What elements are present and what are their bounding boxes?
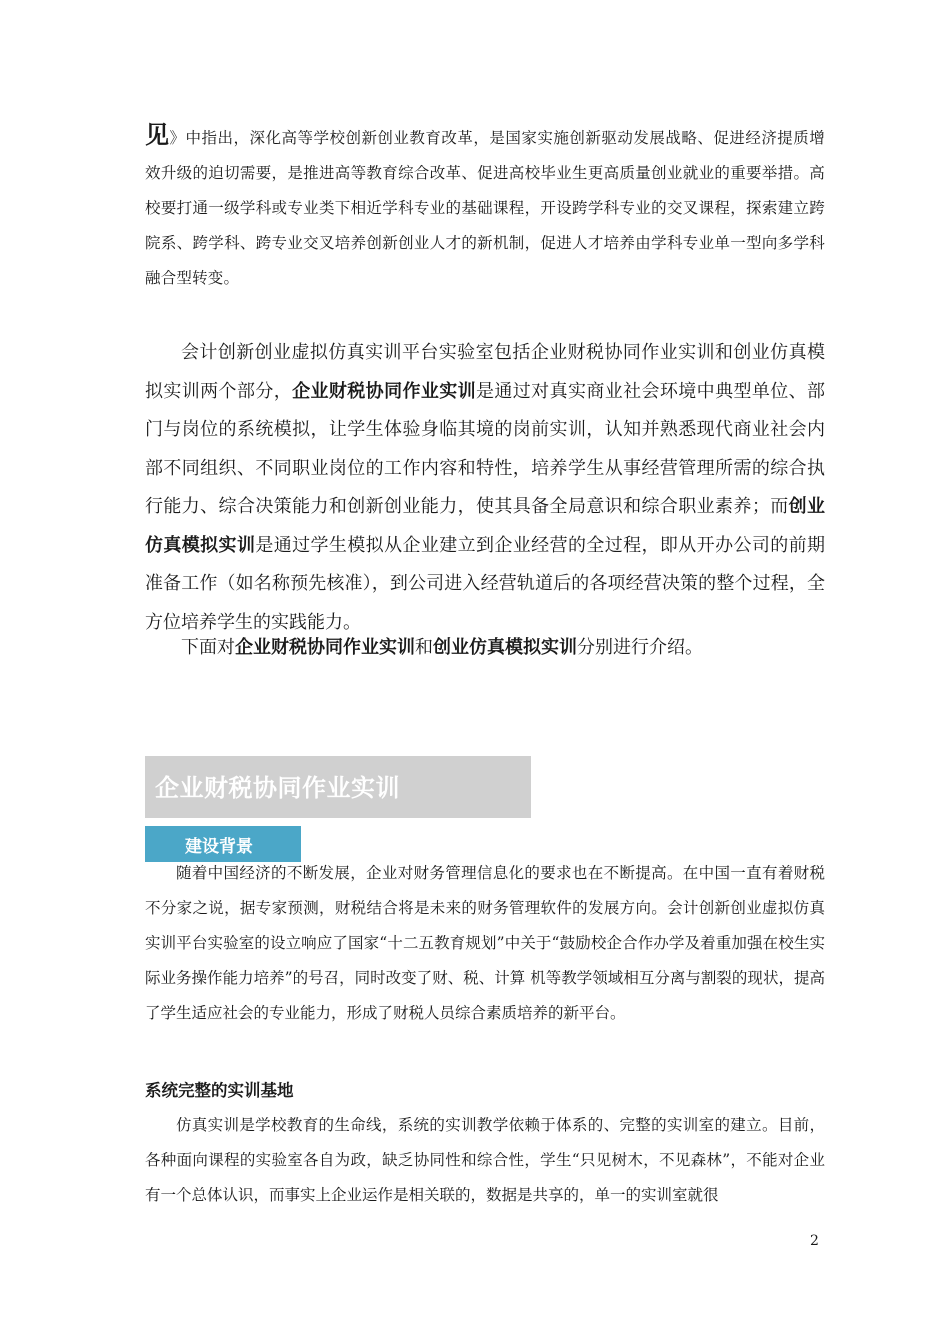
platform-text-2: 是通过对真实商业社会环境中典型单位、部门与岗位的系统模拟，让学生体验身临其境的岗前实训，认知并熟悉现代商业社会内部不同组织、不同职业岗位的工作内容和特性，培养学生从事经营管理所需的综合执行能力、综合决策能力和创新创业能力，使其具备全局意识和综合职业素养；而 [145,380,826,517]
summary-bold-2: 创业仿真模拟实训 [433,637,577,658]
section-title: 企业财税协同作业实训 [155,774,400,802]
section-tag-label: 建设背景 [185,837,253,857]
background-paragraph: 随着中国经济的不断发展，企业对财务管理信息化的要求也在不断提高。在中国一直有着财税不分家之说，据专家预测，财税结合将是未来的财务管理软件的发展方向。会计创新创业虚拟仿真实训平台实验室的设立响应了国家“十二五教育规划”中关于“鼓励校企合作办学及着重加强在校生实际业务操作能力培养”的号召，同时改变了财、税、计算 机等教学领域相互分离与割裂的现状，提高了学生适应社会的专业能力，形成了财税人员综合素质培养的新平台。 [145,864,825,1022]
training-base-paragraph: 仿真实训是学校教育的生命线，系统的实训教学依赖于体系的、完整的实训室的建立。目前，各种面向课程的实验室各自为政，缺乏协同性和综合性，学生“只见树木，不见森林”，不能对企业有一个总体认识，而事实上企业运作是相关联的，数据是共享的，单一的实训室就很 [145,1116,825,1204]
platform-bold-1: 企业财税协同作业实训 [292,380,477,402]
platform-bold-2: 创业仿真模拟实训 [145,496,825,556]
platform-text-1: 会计创新创业虚拟仿真实训平台实验室包括企业财税协同作业实训和创业仿真模拟实训两个部分， [145,342,825,402]
platform-paragraph [145,334,825,642]
summary-text-3: 分别进行介绍。 [577,637,703,658]
summary-bold-1: 企业财税协同作业实训 [235,637,415,658]
platform-text-3: 是通过学生模拟从企业建立到企业经营的全过程，即从开办公司的前期准备工作（如名称预先核准），到公司进入经营轨道后的各项经营决策的整个过程，全方位培养学生的实践能力。 [145,534,826,633]
summary-text-2: 和 [415,637,433,658]
intro-lead-char: 见 [145,121,170,149]
intro-summary-paragraph [145,630,825,666]
intro-text: 》中指出，深化高等学校创新创业教育改革，是国家实施创新驱动发展战略、促进经济提质增效升级的迫切需要，是推进高等教育综合改革、促进高校毕业生更高质量创业就业的重要举措。高校要打通一级学科或专业类下相近学科专业的基础课程，开设跨学科专业的交叉课程，探索建立跨院系、跨学科、跨专业交叉培养创新创业人才的新机制，促进人才培养由学科专业单一型向多学科融合型转变。 [145,129,826,287]
subheading: 系统完整的实训基地 [145,1081,294,1100]
page-number: 2 [810,1233,819,1249]
section-title-banner [145,756,531,818]
summary-text-1: 下面对 [181,637,235,658]
intro-paragraph [145,118,825,296]
